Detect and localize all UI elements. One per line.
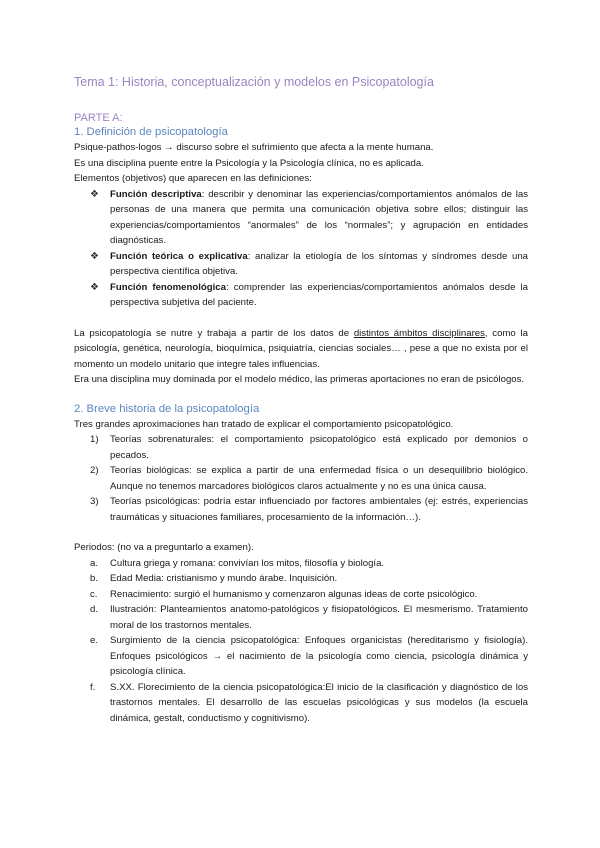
approach-item	[74, 494, 528, 525]
nutrition-paragraph	[74, 326, 528, 373]
diamond-bullet-icon: ❖	[90, 188, 99, 200]
approaches-intro: Tres grandes aproximaciones han tratado de explicar el comportamiento psicopatológico.	[74, 418, 454, 430]
paragraph-text: La psicopatología se nutre y trabaja a partir de los datos de	[74, 327, 354, 339]
list-marker: b.	[90, 573, 99, 584]
diamond-bullet-icon: ❖	[90, 250, 99, 262]
definition-line: Psique-pathos-logos → discurso sobre el sufrimiento que afecta a la mente humana.	[74, 142, 434, 153]
list-marker: f.	[90, 681, 96, 693]
approaches-list	[74, 432, 528, 525]
spacer	[74, 525, 528, 540]
function-item	[74, 249, 528, 280]
period-text: Surgimiento de la ciencia psicopatológica: Enfoques organicistas (hereditarismo y fisiología). Enfoques psicológicos → el nacimiento de la psicología como ciencia, psicología dinámica y psicología clínica.	[110, 635, 528, 677]
approach-text: Teorías sobrenaturales: el comportamiento psicopatológico está explicado por demonios o pecados.	[110, 434, 528, 461]
function-item	[74, 187, 528, 249]
section-2-heading: 2. Breve historia de la psicopatología	[74, 402, 260, 415]
spacer	[74, 311, 528, 326]
period-item	[74, 633, 528, 680]
medical-model-paragraph: Era una disciplina muy dominada por el modelo médico, las primeras aportaciones no eran de psicólogos.	[74, 374, 525, 385]
approach-text: Teorías biológicas: se explica a partir de una enfermedad física o un desequilibrio biológico. Aunque no tenemos marcadores biológicos claros actualmente y no es una única causa.	[110, 465, 528, 492]
period-item	[74, 571, 528, 587]
functions-list	[74, 187, 528, 311]
part-a-label: PARTE A:	[74, 112, 123, 124]
period-text: Edad Media: cristianismo y mundo árabe. Inquisición.	[110, 573, 338, 584]
list-marker: d.	[90, 604, 99, 615]
disciplinary-fields-text: distintos ámbitos disciplinares	[353, 327, 485, 339]
discipline-line: Es una disciplina puente entre la Psicología y la Psicología clínica, no es aplicada.	[74, 157, 424, 169]
function-text: : analizar la etiología de los síntomas y síndromes desde una perspectiva científica objetiva.	[110, 250, 528, 277]
list-marker: 3)	[90, 496, 99, 507]
list-marker: 2)	[90, 465, 99, 476]
approach-text: Teorías psicológicas: podría estar influenciado por factores ambientales (ej: estrés, experiencias traumáticas y situaciones familiares, procesamiento de la información…).	[110, 496, 528, 523]
function-item	[74, 280, 528, 311]
document-body	[74, 74, 528, 726]
periods-label: Periodos: (no va a preguntarlo a examen).	[74, 542, 254, 553]
list-marker: c.	[90, 588, 98, 600]
function-name: Función descriptiva	[110, 188, 202, 200]
list-marker: 1)	[90, 434, 99, 445]
list-marker: a.	[90, 557, 99, 569]
approach-item	[74, 432, 528, 463]
periods-list	[74, 556, 528, 727]
period-item	[74, 556, 528, 572]
paragraph-text: , como la psicología, genética, neurología, bioquímica, psiquiatría, ciencias sociales… , pese a que no exista por el momento un modelo unitario que integre tales influencias.	[74, 327, 528, 370]
period-item	[74, 680, 528, 727]
page-title: Tema 1: Historia, conceptualización y modelos en Psicopatología	[74, 75, 434, 89]
function-text: : comprender las experiencias/comportamientos anómalos desde la perspectiva subjetiva del paciente.	[110, 281, 528, 308]
period-text: Ilustración: Planteamientos anatomo-patológicos y fisiopatológicos. El mesmerismo. Tratamiento moral de los trastornos mentales.	[110, 604, 528, 631]
diamond-bullet-icon: ❖	[90, 281, 99, 293]
spacer	[74, 388, 528, 402]
list-marker: e.	[90, 635, 99, 646]
approach-item	[74, 463, 528, 494]
period-text: Cultura griega y romana: convivían los mitos, filosofía y biología.	[110, 557, 385, 569]
function-name: Función fenomenológica	[110, 281, 226, 293]
function-name: Función teórica o explicativa	[110, 250, 248, 262]
period-item	[74, 602, 528, 633]
section-1-heading: 1. Definición de psicopatología	[74, 126, 228, 138]
period-item	[74, 587, 528, 603]
elements-line: Elementos (objetivos) que aparecen en las definiciones:	[74, 173, 312, 184]
function-text: : describir y denominar las experiencias/comportamientos anómalos de las personas de una manera que permita una comunicación objetiva sobre ellos; distinguir las experiencias/comportamientos “anormales” de los “normales”; y agrupación en entidades diagnósticas.	[110, 188, 528, 246]
period-text: S.XX. Florecimiento de la ciencia psicopatológica:El inicio de la clasificación y diagnóstico de los trastornos mentales. El desarrollo de las escuelas psicológicas y sus modelos (la escuela dinámica, gestalt, conductismo y cognitivismo).	[110, 681, 528, 724]
period-text: Renacimiento: surgió el humanismo y comenzaron algunas ideas de corte psicológico.	[110, 588, 478, 600]
